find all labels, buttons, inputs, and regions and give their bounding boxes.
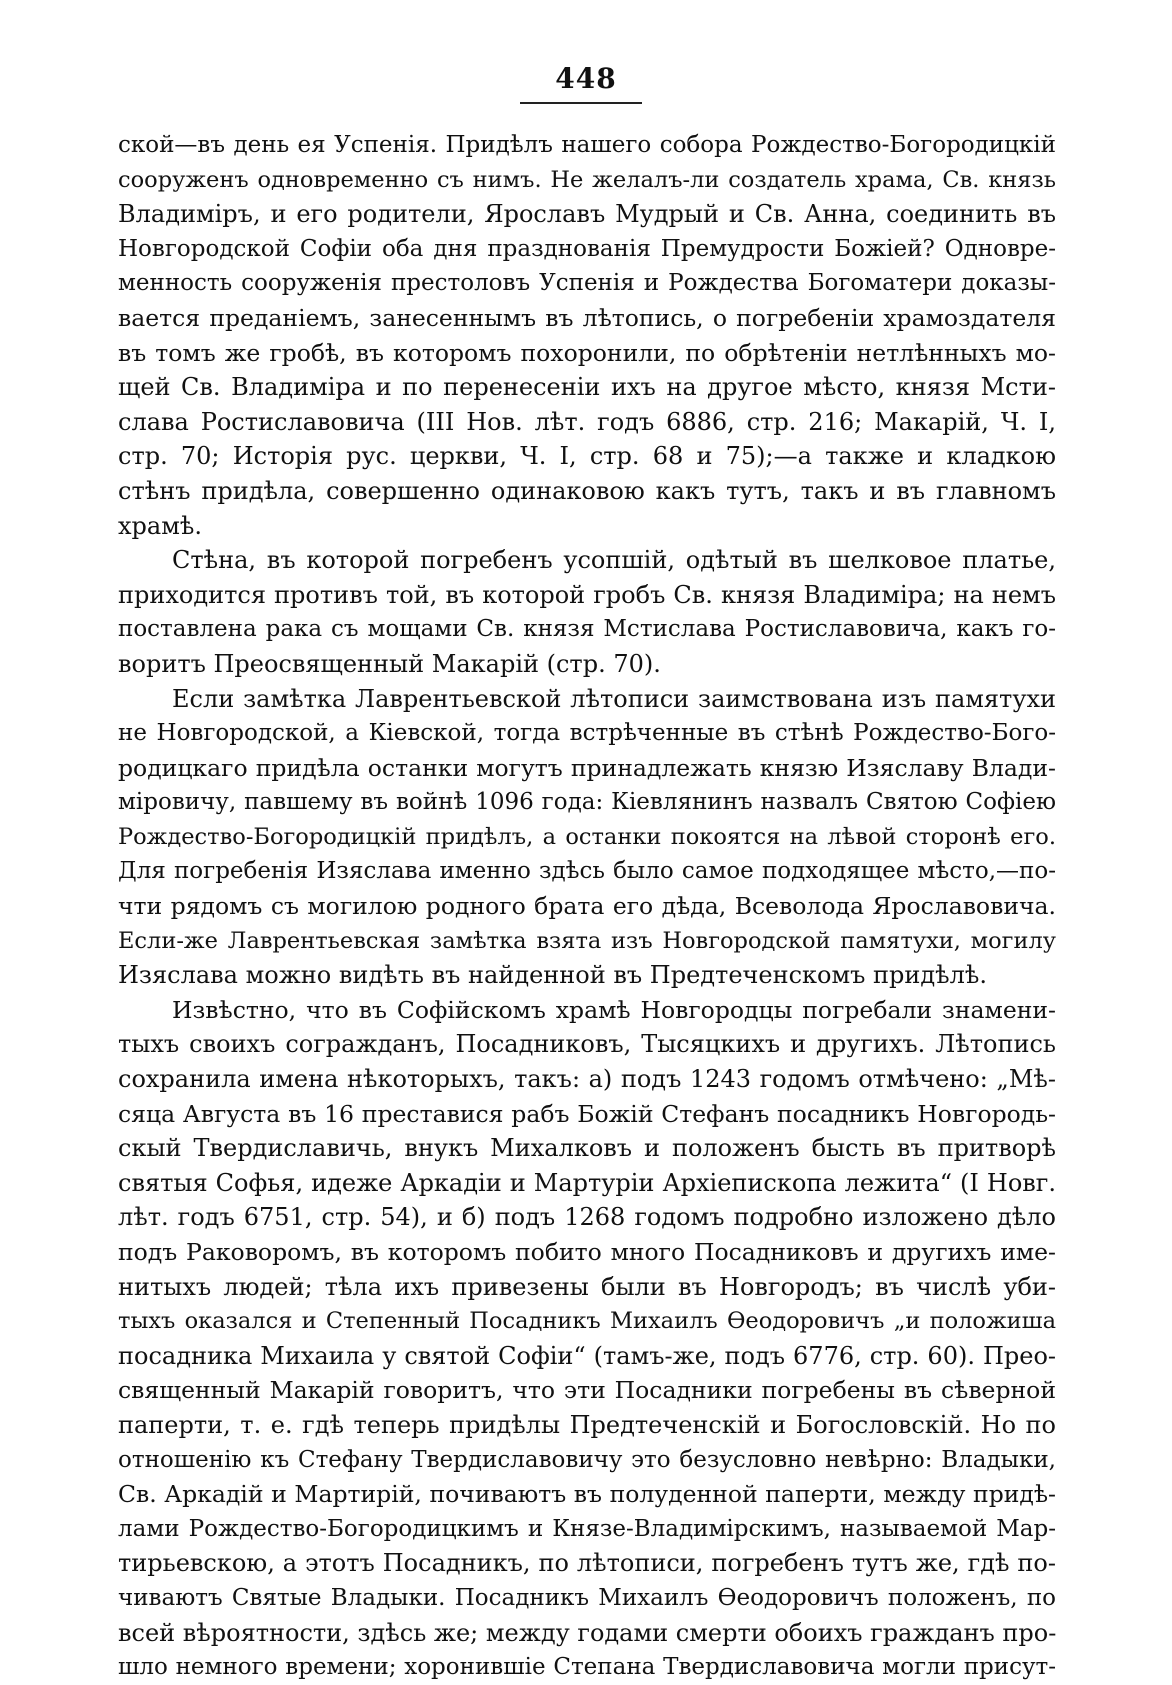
text-line: сохранила имена нѣкоторыхъ, такъ: а) подъ 1243 годомъ отмѣчено: „Мѣ- — [118, 1065, 1056, 1094]
text-line: тыхъ оказался и Степенный Посадникъ Михаилъ Ѳеодоровичъ „и положиша — [118, 1308, 1056, 1335]
text-line: тирьевскою, а этотъ Посадникъ, по лѣтописи, погребенъ тутъ же, гдѣ по- — [118, 1549, 1056, 1578]
text-line: отношенію къ Стефану Твердиславовичу это безусловно невѣрно: Владыки, — [118, 1446, 1056, 1473]
text-line: сооруженъ одновременно съ нимъ. Не желалъ-ли создатель храма, Св. князь — [118, 166, 1056, 193]
text-line: стѣнъ придѣла, совершенно одинаковою какъ тутъ, такъ и въ главномъ — [118, 476, 1056, 505]
text-line: родицкаго придѣла останки могутъ принадлежать князю Изяславу Влади- — [118, 753, 1056, 782]
text-line: Владиміръ, и его родители, Ярославъ Мудрый и Св. Анна, соединить въ — [118, 200, 1056, 229]
text-line: менность сооруженія престоловъ Успенія и Рождества Богоматери доказы- — [118, 270, 1056, 297]
text-line: сяца Августа въ 16 преставися рабъ Божій Стефанъ посадникъ Новгородь- — [118, 1099, 1056, 1128]
text-line: всей вѣроятности, здѣсь же; между годами смерти обоихъ гражданъ про- — [118, 1618, 1056, 1647]
text-line: шло немного времени; хоронившіе Степана Твердиславовича могли присут- — [118, 1654, 1056, 1681]
text-line: воритъ Преосвященный Макарій (стр. 70). — [118, 649, 661, 678]
text-line: святыя Софья, идеже Аркадіи и Мартуріи Архіепископа лежита“ (I Новг. — [118, 1168, 1056, 1197]
text-line: Извѣстно, что въ Софійскомъ храмѣ Новгородцы погребали знамени- — [172, 995, 1056, 1024]
text-line: ской—въ день ея Успенія. Придѣлъ нашего собора Рождество-Богородицкій — [118, 132, 1056, 158]
text-line: міровичу, павшему въ войнѣ 1096 года: Кіевлянинъ назвалъ Святою Софіею — [118, 789, 1056, 816]
text-line: Стѣна, въ которой погребенъ усопшій, одѣтый въ шелковое платье, — [172, 546, 1056, 575]
text-line: Если-же Лаврентьевская замѣтка взята изъ Новгородской памятухи, могилу — [118, 927, 1056, 954]
text-line: приходится противъ той, въ которой гробъ Св. князя Владиміра; на немъ — [118, 580, 1056, 609]
text-line: не Новгородской, а Кіевской, тогда встрѣченные въ стѣнѣ Рождество-Бого- — [118, 720, 1056, 747]
page-number: 448 — [555, 62, 617, 95]
text-line: стр. 70; Исторія рус. церкви, Ч. I, стр. 68 и 75);—а также и кладкою — [118, 442, 1056, 471]
text-line: Рождество-Богородицкій придѣлъ, а останки покоятся на лѣвой сторонѣ его. — [118, 823, 1056, 850]
text-line: паперти, т. е. гдѣ теперь придѣлы Предтеченскій и Богословскій. Но по — [118, 1410, 1056, 1439]
text-line: священный Макарій говоритъ, что эти Посадники погребены въ сѣверной — [118, 1376, 1056, 1405]
text-line: Св. Аркадій и Мартирій, почиваютъ въ полуденной паперти, между придѣ- — [118, 1480, 1056, 1509]
text-line: тыхъ своихъ согражданъ, Посадниковъ, Тысяцкихъ и другихъ. Лѣтопись — [118, 1030, 1056, 1059]
text-line: нитыхъ людей; тѣла ихъ привезены были въ Новгородъ; въ числѣ уби- — [118, 1272, 1056, 1301]
text-line: храмѣ. — [118, 511, 202, 540]
text-line: лѣт. годъ 6751, стр. 54), и б) подъ 1268 годомъ подробно изложено дѣло — [118, 1203, 1056, 1232]
text-line: посадника Михаила у святой Софіи“ (тамъ-же, подъ 6776, стр. 60). Прео- — [118, 1341, 1056, 1370]
text-line: подъ Раковоромъ, въ которомъ побито много Посадниковъ и другихъ име- — [118, 1238, 1056, 1266]
text-line: скый Твердиславичь, внукъ Михалковъ и положенъ бысть въ притворѣ — [118, 1134, 1056, 1163]
text-line: Новгородской Софіи оба дня празднованія Премудрости Божіей? Одновре- — [118, 235, 1056, 262]
text-line: вается преданіемъ, занесеннымъ въ лѣтопись, о погребеніи храмоздателя — [118, 303, 1056, 332]
text-line: слава Ростиславовича (III Нов. лѣт. годъ 6886, стр. 216; Макарій, Ч. I, — [118, 407, 1056, 436]
text-line: щей Св. Владиміра и по перенесеніи ихъ на другое мѣсто, князя Мсти- — [118, 373, 1056, 402]
text-line: Изяслава можно видѣть въ найденной въ Предтеченскомъ придѣлѣ. — [118, 961, 988, 990]
text-line: чти рядомъ съ могилою родного брата его дѣда, Всеволода Ярославовича. — [118, 892, 1056, 921]
text-line: чиваютъ Святые Владыки. Посадникъ Михаилъ Ѳеодоровичъ положенъ, по — [118, 1584, 1056, 1611]
header-rule — [520, 102, 642, 104]
text-line: Для погребенія Изяслава именно здѣсь было самое подходящее мѣсто,—по- — [118, 858, 1056, 885]
body-text — [118, 128, 1056, 1685]
text-line: лами Рождество-Богородицкимъ и Князе-Владимірскимъ, называемой Мар- — [118, 1515, 1056, 1542]
text-line: Если замѣтка Лаврентьевской лѣтописи заимствована изъ памятухи — [172, 684, 1056, 713]
text-line: поставлена рака съ мощами Св. князя Мстислава Ростиславовича, какъ го- — [118, 616, 1056, 643]
text-line: въ томъ же гробѣ, въ которомъ похоронили, по обрѣтеніи нетлѣнныхъ мо- — [118, 338, 1056, 367]
